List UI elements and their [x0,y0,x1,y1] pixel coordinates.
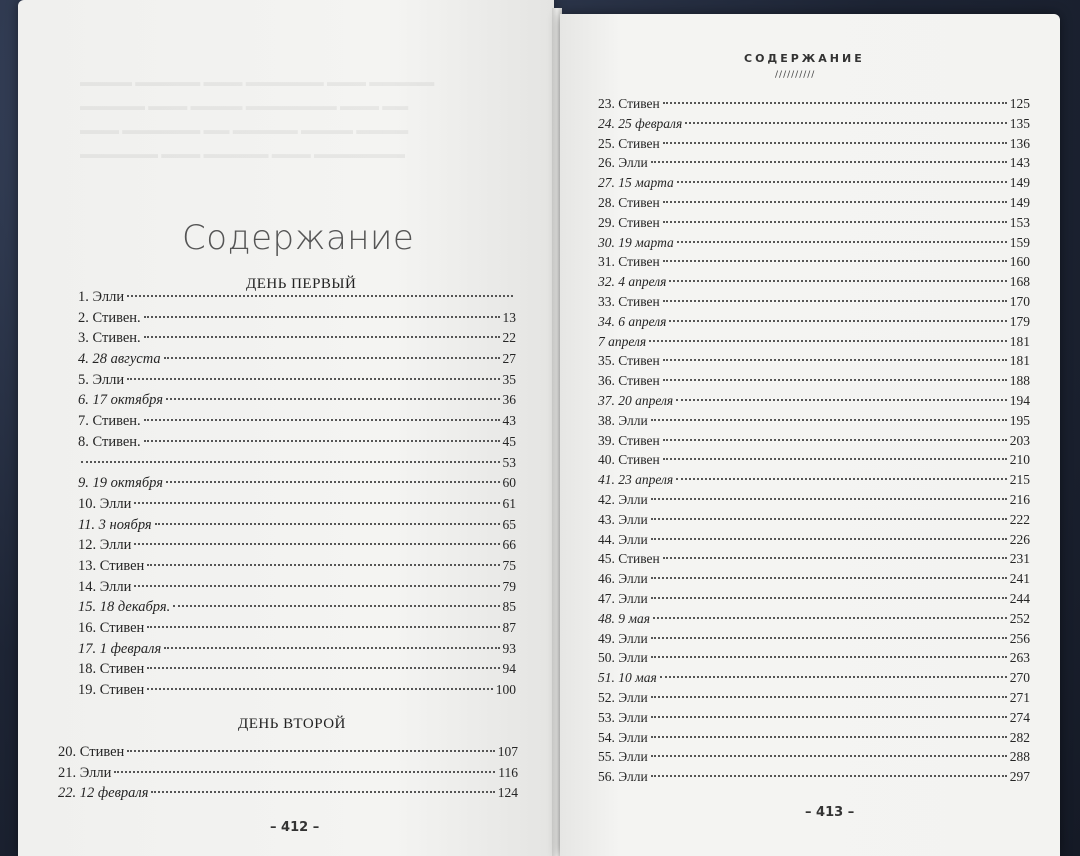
toc-entry [598,670,1030,690]
toc-entry-page: 61 [502,495,516,511]
toc-entry-title: 56. Элли [598,769,648,785]
toc-entry-title: 12. Элли [78,537,132,554]
toc-entry-title: 43. Элли [598,511,648,527]
dot-leader [669,280,1006,282]
dot-leader [676,399,1007,401]
toc-entry-page: 168 [1009,274,1030,290]
toc-entry-page: 35 [502,371,516,387]
toc-entry-page: 181 [1009,353,1030,369]
dot-leader [144,316,500,318]
toc-entry-title: 28. Стивен [598,194,660,210]
dot-leader [166,481,500,483]
dot-leader [676,478,1007,480]
toc-entry-title: 52. Элли [598,689,648,705]
toc-entry-title: 33. Стивен [598,293,660,309]
page-number-right: – 413 – [805,805,855,820]
toc-entry-page: 85 [502,599,516,615]
toc-entry [78,392,516,413]
running-header: СОДЕРЖАНИЕ [744,52,865,65]
toc-entry-title: 54. Элли [598,729,648,745]
toc-entry-title: 15. 18 декабря. [78,599,171,616]
toc-entry [78,475,516,496]
toc-entry-title: 48. 9 мая [598,610,651,626]
toc-entry-page: 160 [1009,254,1030,270]
toc-entry-page: 271 [1009,689,1030,705]
toc-entry-title: 5. Элли [78,371,125,388]
toc-entry [598,334,1030,354]
toc-entry [78,682,516,703]
toc-entry-title: 42. Элли [598,491,648,507]
toc-entry-title: 27. 15 марта [598,175,674,191]
toc-entry [598,769,1030,789]
toc-entry-page: 195 [1009,412,1030,428]
toc-entry [58,744,518,765]
toc-entry-page: 270 [1009,670,1030,686]
dot-leader [651,518,1007,520]
toc-entry-title: 38. Элли [598,412,648,428]
toc-entry-page: 53 [502,454,516,470]
toc-entry [598,294,1030,314]
dot-leader [663,260,1007,262]
toc-entry-page: 66 [502,537,516,553]
dot-leader [164,357,500,359]
dot-leader [663,458,1007,460]
header-ornament: ////////// [775,70,816,80]
toc-entry [598,393,1030,413]
toc-entry-page: 263 [1009,650,1030,666]
dot-leader [144,419,500,421]
toc-entry-title: 41. 23 апреля [598,472,674,488]
toc-entry-title: 7. Стивен. [78,413,141,430]
toc-entry-title: 19. Стивен [78,682,145,699]
toc-entry-title: 11. 3 ноября [78,516,152,533]
toc-entry-page: 179 [1009,313,1030,329]
toc-entry [78,641,516,662]
dot-leader [651,538,1007,540]
page-number-left: – 412 – [270,820,320,835]
toc-entry-title: 18. Стивен [78,661,145,678]
toc-entry-page: 45 [502,433,516,449]
toc-entry-page: 125 [1009,96,1030,111]
dot-leader [651,755,1007,757]
toc-entry-title: 22. 12 февраля [58,785,149,802]
toc-entry [598,492,1030,512]
toc-entry-title: 26. Элли [598,155,648,171]
toc-entry-title: 50. Элли [598,650,648,666]
toc-entry-page: 297 [1009,769,1030,785]
toc-entry-title: 36. Стивен [598,373,660,389]
toc-entry [598,591,1030,611]
toc-entry-page: 27 [502,351,516,367]
toc-entry [78,330,516,351]
toc-entry [58,765,518,786]
toc-entry-page: 181 [1009,333,1030,349]
toc-entry-page: 79 [502,578,516,594]
toc-entry-page: 194 [1009,392,1030,408]
toc-entry [78,558,516,579]
toc-entry-title: 2. Стивен. [78,309,141,326]
toc-entry [598,373,1030,393]
toc-entry-page: 149 [1009,194,1030,210]
toc-entry-page: 244 [1009,590,1030,606]
toc-entry [58,785,518,806]
toc-entry-title: 7 апреля [598,333,647,349]
toc-entry [598,116,1030,136]
dot-leader [155,523,500,525]
toc-entry-page: 100 [495,682,516,698]
toc-entry [78,496,516,517]
toc-entry-title: 25. Стивен [598,135,660,151]
dot-leader [651,577,1007,579]
toc-entry [598,433,1030,453]
dot-leader [651,736,1007,738]
toc-entry-title: 23. Стивен [598,96,660,111]
toc-entry-title: 13. Стивен [78,557,145,574]
toc-entry-title: 37. 20 апреля [598,392,674,408]
toc-entry [598,413,1030,433]
show-through-text: ▬▬▬▬ ▬▬▬▬▬ ▬▬▬ ▬▬▬▬▬▬ ▬▬▬ ▬▬▬▬▬ ▬▬▬▬▬ ▬▬▬ ▬▬▬▬ ▬▬▬▬▬▬▬ ▬▬▬ ▬▬ ▬▬▬ ▬▬▬▬▬▬ ▬▬ ▬▬▬▬▬ ▬▬▬▬ ▬▬▬▬ ▬▬▬▬▬▬ ▬▬▬ ▬▬▬▬▬ ▬▬▬ ▬▬▬▬▬▬▬ [80,74,435,161]
toc-entry-page: 135 [1009,115,1030,131]
toc-entry-page: 282 [1009,729,1030,745]
toc-entry [78,599,516,620]
toc-entry [598,452,1030,472]
toc-entry-title: 1. Элли [78,289,125,305]
toc-entry-page: 87 [502,620,516,635]
toc-entry-page: 241 [1009,571,1030,587]
toc-entry [78,351,516,372]
toc-entry [598,274,1030,294]
toc-entry-title: 45. Стивен [598,551,660,567]
dot-leader [651,161,1007,163]
toc-entry-page: 43 [502,413,516,429]
dot-leader [164,647,499,649]
toc-entry [598,650,1030,670]
toc-list-continued [598,96,1030,789]
toc-entry [598,631,1030,651]
dot-leader [651,775,1007,777]
dot-leader [669,320,1006,322]
toc-entry-title: 49. Элли [598,630,648,646]
toc-entry-title: 21. Элли [58,764,112,781]
dot-leader [134,585,499,587]
toc-entry [598,314,1030,334]
toc-entry [598,136,1030,156]
toc-entry-title: 55. Элли [598,749,648,765]
toc-entry-page: 136 [1009,135,1030,151]
toc-entry-page: 124 [497,785,518,801]
toc-entry-page: 215 [1009,472,1030,488]
dot-leader [651,716,1007,718]
toc-entry-title: 30. 19 марта [598,234,674,250]
toc-entry-page: 288 [1009,749,1030,765]
toc-entry-page: 143 [1009,155,1030,171]
toc-entry [598,155,1030,175]
toc-entry-page: 116 [498,764,518,780]
dot-leader [663,142,1007,144]
toc-entry-page: 36 [502,392,516,408]
dot-leader [677,241,1007,243]
dot-leader [649,340,1007,342]
toc-entry [598,611,1030,631]
toc-entry-title: 9. 19 октября [78,475,163,492]
toc-entry-page: 13 [502,309,516,325]
toc-entry-title: 8. Стивен. [78,433,141,450]
toc-entry [598,749,1030,769]
toc-entry [598,690,1030,710]
toc-entry [598,532,1030,552]
dot-leader [127,378,499,380]
toc-entry-title: 32. 4 апреля [598,274,667,290]
dot-leader [173,605,499,607]
dot-leader [166,398,500,400]
dot-leader [663,201,1007,203]
toc-entry-title: 53. Элли [598,709,648,725]
dot-leader [147,667,499,669]
toc-entry-title: 47. Элли [598,590,648,606]
dot-leader [663,102,1007,104]
toc-entry [78,455,516,476]
toc-entry-page: 252 [1009,610,1030,626]
toc-entry-page: 75 [502,557,516,573]
dot-leader [663,221,1007,223]
toc-entry [598,175,1030,195]
toc-entry [598,235,1030,255]
toc-entry-page: 149 [1009,175,1030,191]
toc-entry [78,413,516,434]
toc-entry-page: 256 [1009,630,1030,646]
toc-entry [78,537,516,558]
toc-entry-title: 14. Элли [78,578,132,595]
dot-leader [651,597,1007,599]
toc-entry [598,730,1030,750]
dot-leader [144,336,500,338]
dot-leader [651,498,1007,500]
toc-entry-page: 274 [1009,709,1030,725]
dot-leader [685,122,1007,124]
toc-entry-title: 44. Элли [598,531,648,547]
toc-entry [598,472,1030,492]
toc-entry-title: 6. 17 октября [78,392,163,409]
dot-leader [147,564,499,566]
toc-entry-page: 216 [1009,491,1030,507]
dot-leader [663,300,1007,302]
toc-entry-page: 188 [1009,373,1030,389]
toc-entry-title: 29. Стивен [598,214,660,230]
toc-entry-title: 35. Стивен [598,353,660,369]
dot-leader [653,617,1007,619]
dot-leader [651,696,1007,698]
dot-leader [134,502,499,504]
dot-leader [127,295,513,297]
toc-list-day-one [78,289,516,703]
dot-leader [81,461,500,463]
dot-leader [114,771,495,773]
toc-entry-page: 222 [1009,511,1030,527]
toc-entry [598,710,1030,730]
dot-leader [660,676,1007,678]
dot-leader [651,419,1007,421]
toc-entry [78,372,516,393]
toc-entry-title: 20. Стивен [58,744,125,760]
toc-entry-title: 4. 28 августа [78,351,161,368]
toc-entry-title: 40. Стивен [598,452,660,468]
dot-leader [134,543,499,545]
dot-leader [151,791,494,793]
toc-entry-title: 16. Стивен [78,620,145,636]
toc-entry-title: 24. 25 февраля [598,115,683,131]
dot-leader [144,440,500,442]
toc-entry-page: 22 [502,330,516,346]
toc-list-day-two [58,744,518,806]
dot-leader [127,750,494,752]
dot-leader [663,439,1007,441]
toc-entry [78,289,516,310]
toc-entry [598,512,1030,532]
toc-entry-title: 39. Стивен [598,432,660,448]
toc-entry-title: 3. Стивен. [78,330,141,347]
dot-leader [147,626,499,628]
toc-entry [598,254,1030,274]
toc-entry-page: 93 [502,640,516,656]
toc-entry-title: 46. Элли [598,571,648,587]
toc-entry-title: 17. 1 февраля [78,640,162,657]
toc-entry [598,215,1030,235]
toc-entry [598,551,1030,571]
dot-leader [663,557,1007,559]
toc-entry-page: 60 [502,475,516,491]
page-title: Содержание [182,218,415,258]
toc-entry [598,571,1030,591]
toc-entry [78,620,516,641]
toc-entry-page: 159 [1009,234,1030,250]
toc-entry-title: 10. Элли [78,495,132,512]
toc-entry [78,661,516,682]
toc-entry [78,517,516,538]
toc-entry-page: 94 [502,661,516,677]
toc-entry-page: 210 [1009,452,1030,468]
dot-leader [677,181,1007,183]
toc-entry [78,579,516,600]
dot-leader [663,379,1007,381]
toc-entry [598,353,1030,373]
dot-leader [651,637,1007,639]
toc-entry-page: 226 [1009,531,1030,547]
dot-leader [147,688,492,690]
toc-entry-title: 51. 10 мая [598,670,657,686]
toc-entry-page: 203 [1009,432,1030,448]
toc-entry [78,434,516,455]
toc-entry-page: 231 [1009,551,1030,567]
dot-leader [663,359,1007,361]
toc-entry [598,195,1030,215]
part-title-day-one: ДЕНЬ ПЕРВЫЙ [246,276,357,292]
toc-entry [78,310,516,331]
toc-entry-page: 65 [502,516,516,532]
toc-entry-page: 107 [497,744,518,759]
toc-entry-title: 34. 6 апреля [598,313,667,329]
dot-leader [651,656,1007,658]
toc-entry-page: 153 [1009,214,1030,230]
toc-entry [598,96,1030,116]
part-title-day-two: ДЕНЬ ВТОРОЙ [238,716,346,732]
toc-entry-title: 31. Стивен [598,254,660,270]
toc-entry-page: 170 [1009,293,1030,309]
